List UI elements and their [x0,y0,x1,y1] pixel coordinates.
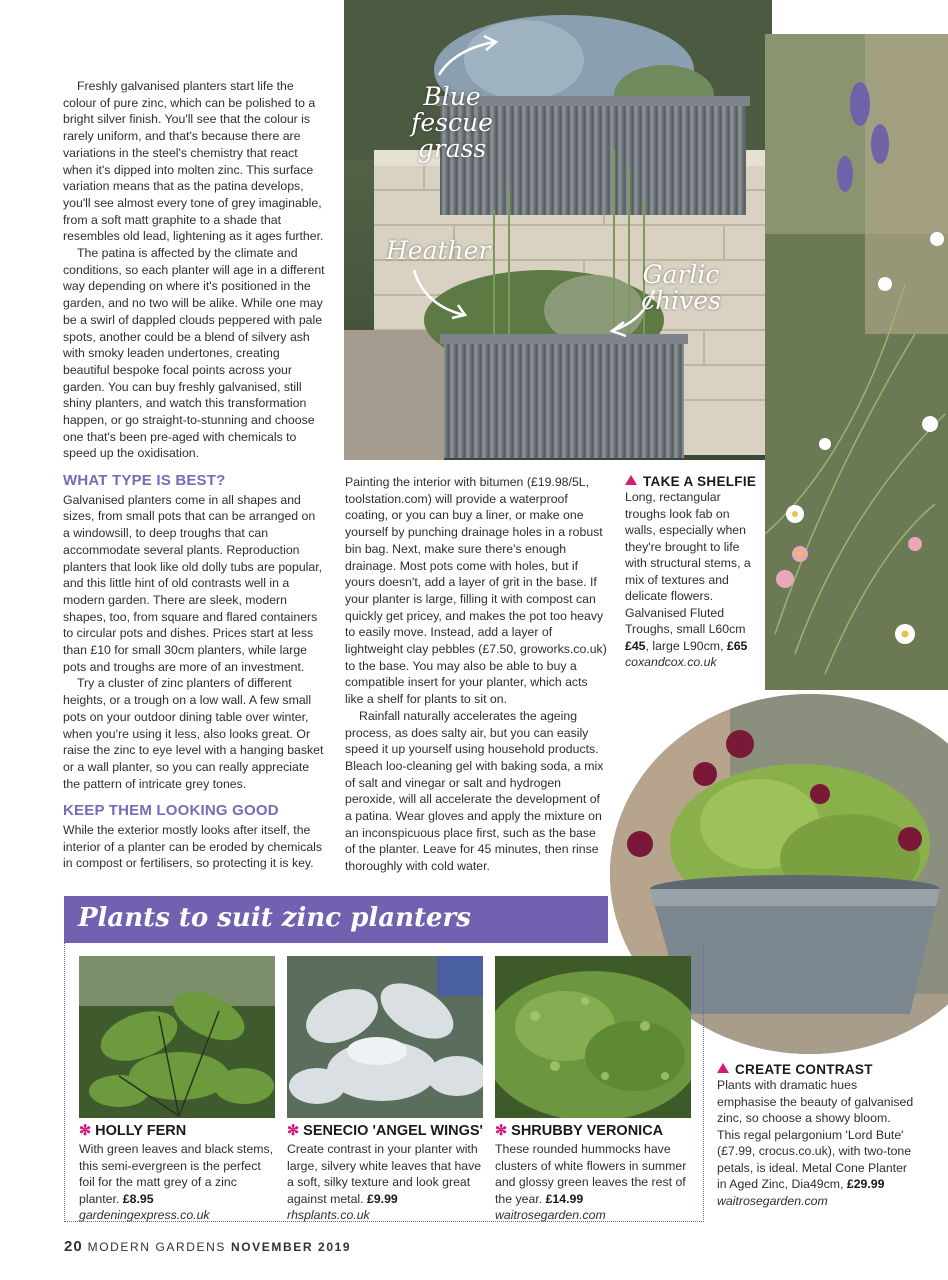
plant-source: waitrosegarden.com [495,1208,606,1222]
triangle-icon [625,475,637,485]
veronica-photo [495,956,691,1118]
label-blue-fescue: Blue fescue grass [411,82,493,163]
shelfie-title [625,474,763,489]
plant-title [287,1123,483,1139]
planters-photo [344,0,772,460]
intro-paragraph-2: The patina is affected by the climate and conditions, so each planter will age in a different way depending on where it's positioned in the garden, and no two will be alike. While one may be a swirl of dappled clouds peppered with pale spots, another could be a blend of silvery ash with smoky leaden undertones, creating beautiful bespoke focal points across your garden. You can buy freshly galvanised, still shiny planters, and watch this transformation happen, or go straight-to-stunning and choose one that's been pre-aged with chemicals to speed up the oxidisation. [63,246,325,461]
plant-body: These rounded hummocks have clusters of white flowers in summer and glossy green leaves the rest of the year. [495,1142,687,1206]
issue-date: NOVEMBER 2019 [230,1240,352,1254]
contrast-body: Plants with dramatic hues emphasise the beauty of galvanised zinc, so choose a showy bloom. This regal pelargonium 'Lord Bute' (£7.99, crocus.co.uk), with two-tone petals, is ideal. Metal Cone Planter in Aged Zinc, Dia49cm, [717,1078,914,1191]
shelfie-title-text: TAKE A SHELFIE [643,474,757,489]
heading-keep-good: KEEP THEM LOOKING GOOD [63,802,279,820]
shelfie-source: coxandcox.co.uk [625,655,717,669]
shelfie-text [625,489,763,671]
plant-price: £14.99 [545,1191,584,1206]
shelfie-price-large: £65 [726,638,748,653]
contrast-caption [717,1062,917,1209]
heading-what-type: WHAT TYPE IS BEST? [63,472,226,489]
plants-banner [64,896,608,943]
label-heather: Heather [386,236,491,265]
page-footer [64,1238,351,1255]
plant-source: rhsplants.co.uk [287,1208,370,1222]
plant-body: With green leaves and black stems, this semi-evergreen is the perfect foil for the matt grey of a zinc planter. [79,1142,274,1206]
plants-box [64,943,704,1222]
plant-title [495,1123,695,1139]
plant-name: SENECIO 'ANGEL WINGS' [303,1123,483,1139]
asterisk-icon: ✻ [495,1123,508,1139]
plant-description [79,1141,275,1224]
asterisk-icon: ✻ [79,1123,92,1139]
banner-title: Plants to suit zinc planters [78,903,471,933]
plant-card-holly-fern [79,956,275,1224]
shelfie-caption [625,474,763,671]
plant-price: £8.95 [122,1191,154,1206]
plant-price: £9.99 [366,1191,398,1206]
daisy-photo [765,34,948,690]
page-number: 20 [64,1238,83,1255]
plant-name: HOLLY FERN [95,1123,187,1139]
keep-paragraph: While the exterior mostly looks after itself, the interior of a planter can be eroded by chemicals in compost or fertilisers, so protecting it is key. [63,823,323,871]
shelfie-body: Long, rectangular troughs look fab on walls, especially when they're brought to life with structural stems, a mix of textures and delicate flowers. Galvanised Fluted Troughs, small L60cm [625,490,751,636]
type-paragraph-2: Try a cluster of zinc planters of different heights, or a trough on a low wall. A few small pots on your outdoor dining table over winter, when you're using it less, also looks great. Or raise the zinc to eye level with a hanging basket or a wall planter, so you can really appreciate the pattern of intricate grey tones. [63,676,324,791]
middle-paragraph-1: Painting the interior with bitumen (£19.98/5L, toolstation.com) will provide a waterproof coating, or you can buy a liner, or make one yourself by punching drainage holes in a robust bin bag. Next, make sure there's enough drainage. Most pots come with holes, but if yours doesn't, add a layer of grit in the base. If your planter is large, filling it with compost can quickly get pricey, and makes the pot too heavy to easily move. Instead, add a layer of lightweight clay pebbles (£7.50, groworks.co.uk) to the base. You may also be able to buy a compatible insert for your planter, which acts like a shelf for plants to sit on. [345,475,607,707]
contrast-title-text: CREATE CONTRAST [735,1062,873,1077]
contrast-price: £29.99 [846,1177,885,1191]
middle-column [345,474,607,875]
senecio-photo [287,956,483,1118]
magazine-name: MODERN GARDENS [87,1240,227,1254]
shelfie-mid: , large L90cm, [645,638,727,653]
daisy-photo-art [765,34,948,690]
plant-card-senecio [287,956,483,1224]
middle-paragraph-2: Rainfall naturally accelerates the ageing process, as does salty air, but you can easily speed it up yourself using household products. Bleach loo-cleaning gel with baking soda, a mix of salt and vinegar or salt and hydrogen peroxide, will all accelerate the development of a patina. Wear gloves and apply the mixture on an inconspicuous place first, such as the base of the planter. Leave for 45 minutes, then rinse thoroughly with cold water. [345,708,604,874]
plant-description [495,1141,695,1224]
plant-title [79,1123,275,1139]
asterisk-icon: ✻ [287,1123,300,1139]
intro-text [63,78,325,462]
intro-paragraph-1: Freshly galvanised planters start life the colour of pure zinc, which can be polished to a bright silver finish. You'll see that the colour is rarely uniform, and that's because there are variations in the steel's chemistry that react when it's dipped into molten zinc. This surface variation means that as the patina develops, you'll see almost every tone of grey imaginable, from a soft matt graphite to a shade that resembles old lead, lightening as it ages further. [63,79,324,244]
plant-source: gardeningexpress.co.uk [79,1208,210,1222]
holly-fern-photo [79,956,275,1118]
label-garlic-chives: Garlic chives [641,260,721,315]
planters-photo-art [344,0,772,460]
plant-body: Create contrast in your planter with large, silvery white leaves that have a soft, silky texture and look great against metal. [287,1142,482,1206]
contrast-source: waitrosegarden.com [717,1193,828,1208]
plant-description [287,1141,483,1224]
shelfie-price-small: £45 [625,638,646,653]
contrast-text [717,1077,917,1209]
left-column [63,473,325,872]
triangle-icon [717,1063,729,1073]
plant-card-veronica [495,956,695,1224]
contrast-title [717,1062,917,1077]
type-paragraph-1: Galvanised planters come in all shapes and sizes, from small pots that can be arranged on a windowsill, to deep troughs that can accommodate several plants. Reproduction planters that look like old dolly tubs are popular, and this little hint of old contrasts well in a modern garden. There are sleek, modern shapes, too, from square and flared containers to circular pots and dishes. Prices start at less than £10 for small 30cm planters, while large pots and troughs are more of an investment. [63,492,323,674]
plant-name: SHRUBBY VERONICA [511,1123,664,1139]
